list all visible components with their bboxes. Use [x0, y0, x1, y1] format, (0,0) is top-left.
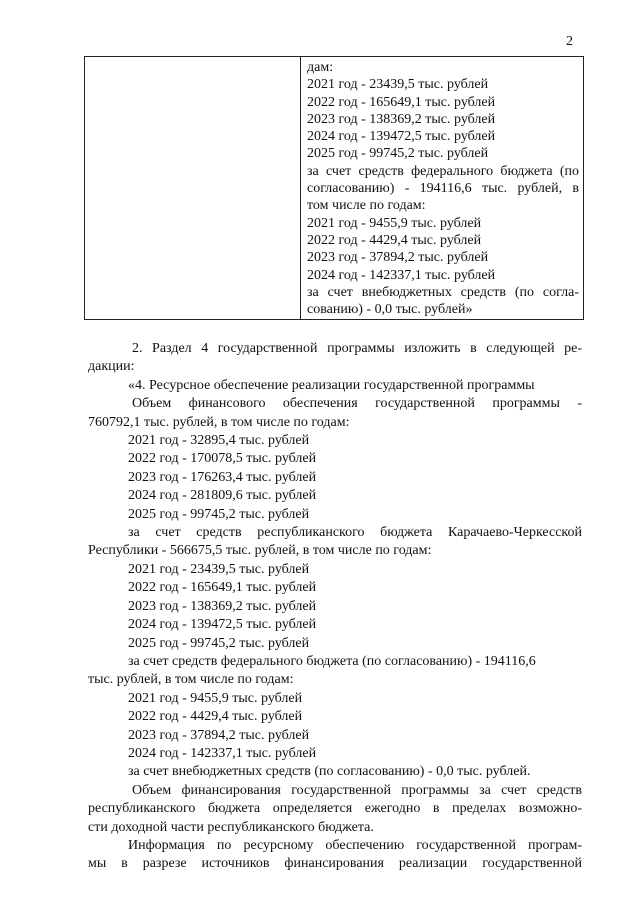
- paragraph-line: тыс. рублей, в том числе по годам:: [88, 672, 294, 688]
- year-line: 2024 год - 139472,5 тыс. рублей: [128, 617, 317, 633]
- document-body: [88, 340, 582, 874]
- year-line: 2025 год - 99745,2 тыс. рублей: [128, 635, 310, 651]
- year-line: 2023 год - 176263,4 тыс. рублей: [128, 469, 317, 485]
- table-line: сованию) - 0,0 тыс. рублей»: [307, 302, 473, 318]
- year-line: 2021 год - 32895,4 тыс. рублей: [128, 433, 310, 449]
- table-line: 2024 год - 142337,1 тыс. рублей: [307, 267, 496, 283]
- paragraph-line: республиканского бюджета определяется ежегодно в пределах возможно-: [88, 801, 582, 817]
- table-line: 2023 год - 138369,2 тыс. рублей: [307, 111, 496, 127]
- page-number: 2: [566, 34, 573, 49]
- table-line: 2021 год - 23439,5 тыс. рублей: [307, 77, 489, 93]
- paragraph-line: Объем финансового обеспечения государственной программы -: [132, 396, 582, 412]
- table-line: 2025 год - 99745,2 тыс. рублей: [307, 146, 489, 162]
- table-line: 2022 год - 4429,4 тыс. рублей: [307, 232, 482, 248]
- paragraph-line: за счет внебюджетных средств (по согласованию) - 0,0 тыс. рублей.: [128, 764, 531, 780]
- table-line: за счет внебюджетных средств (по согла-: [307, 284, 579, 300]
- paragraph-line: за счет средств республиканского бюджета Карачаево-Черкесской: [128, 525, 582, 541]
- year-line: 2023 год - 138369,2 тыс. рублей: [128, 598, 317, 614]
- table-line: 2024 год - 139472,5 тыс. рублей: [307, 129, 496, 145]
- table-line: 2022 год - 165649,1 тыс. рублей: [307, 94, 496, 110]
- table-line: согласованию) - 194116,6 тыс. рублей, в: [307, 181, 579, 197]
- paragraph-line: дакции:: [88, 359, 135, 375]
- table-line: дам:: [307, 60, 334, 75]
- funding-table: [84, 56, 584, 320]
- paragraph-line: сти доходной части республиканского бюджета.: [88, 819, 374, 835]
- year-line: 2022 год - 4429,4 тыс. рублей: [128, 709, 303, 725]
- year-line: 2022 год - 170078,5 тыс. рублей: [128, 451, 317, 467]
- table-line: за счет средств федерального бюджета (по: [307, 163, 579, 179]
- year-line: 2021 год - 23439,5 тыс. рублей: [128, 561, 310, 577]
- paragraph-line: 760792,1 тыс. рублей, в том числе по годам:: [88, 414, 350, 430]
- year-line: 2025 год - 99745,2 тыс. рублей: [128, 506, 310, 522]
- paragraph-line: мы в разрезе источников финансирования реализации государственной: [88, 856, 582, 872]
- table-line: 2021 год - 9455,9 тыс. рублей: [307, 215, 482, 231]
- table-line: 2023 год - 37894,2 тыс. рублей: [307, 250, 489, 266]
- section-heading: «4. Ресурсное обеспечение реализации государственной программы: [128, 377, 535, 393]
- year-line: 2024 год - 142337,1 тыс. рублей: [128, 745, 317, 761]
- year-line: 2021 год - 9455,9 тыс. рублей: [128, 690, 303, 706]
- year-line: 2023 год - 37894,2 тыс. рублей: [128, 727, 310, 743]
- year-line: 2024 год - 281809,6 тыс. рублей: [128, 488, 317, 504]
- paragraph-line: Республики - 566675,5 тыс. рублей, в том числе по годам:: [88, 543, 432, 559]
- paragraph-line: Объем финансирования государственной программы за счет средств: [132, 782, 582, 798]
- table-line: том числе по годам:: [307, 198, 426, 214]
- paragraph-line: за счет средств федерального бюджета (по согласованию) - 194116,6: [128, 653, 536, 669]
- table-column-divider: [300, 57, 301, 319]
- table-right-cell: [307, 59, 579, 318]
- paragraph-line: 2. Раздел 4 государственной программы изложить в следующей ре-: [132, 341, 582, 356]
- paragraph-line: Информация по ресурсному обеспечению государственной програм-: [128, 837, 582, 853]
- year-line: 2022 год - 165649,1 тыс. рублей: [128, 580, 317, 596]
